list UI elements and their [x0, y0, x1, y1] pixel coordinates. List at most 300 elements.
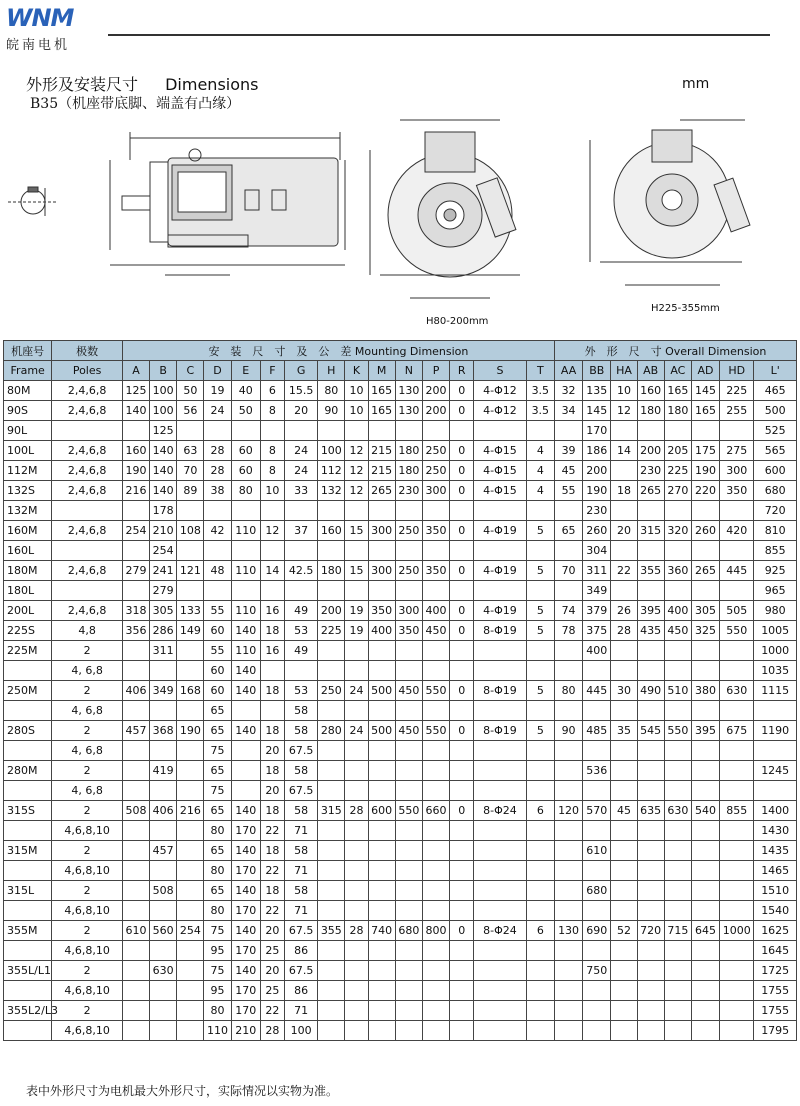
table-cell: 8-Φ19: [474, 621, 526, 641]
table-cell: 280: [318, 721, 345, 741]
table-cell: [122, 821, 149, 841]
table-cell: [177, 781, 204, 801]
table-cell: [554, 421, 582, 441]
table-cell: 132: [318, 481, 345, 501]
table-cell: [583, 1021, 611, 1041]
table-cell: 170: [231, 821, 260, 841]
table-cell: [450, 781, 474, 801]
table-cell: 0: [450, 801, 474, 821]
table-cell: [611, 901, 637, 921]
table-cell: 210: [150, 521, 177, 541]
table-cell: 400: [422, 601, 449, 621]
table-cell: 65: [204, 841, 231, 861]
table-cell: 8: [260, 461, 284, 481]
frame-cell: 160M: [4, 521, 52, 541]
table-cell: [691, 781, 719, 801]
table-cell: [395, 741, 422, 761]
table-cell: 25: [260, 981, 284, 1001]
poles-cell: [52, 421, 123, 441]
table-cell: 0: [450, 561, 474, 581]
table-cell: [450, 961, 474, 981]
table-cell: 12: [260, 521, 284, 541]
table-cell: 635: [637, 801, 664, 821]
table-cell: [554, 701, 582, 721]
table-cell: 70: [177, 461, 204, 481]
table-cell: [474, 761, 526, 781]
table-cell: [554, 661, 582, 681]
table-cell: [450, 941, 474, 961]
table-cell: 350: [395, 621, 422, 641]
table-cell: [284, 421, 317, 441]
table-cell: 356: [122, 621, 149, 641]
table-cell: [583, 661, 611, 681]
table-cell: 265: [368, 481, 395, 501]
table-cell: 855: [720, 801, 754, 821]
frame-cell: 280S: [4, 721, 52, 741]
frame-cell: 90L: [4, 421, 52, 441]
table-cell: 14: [260, 561, 284, 581]
table-cell: 168: [177, 681, 204, 701]
column-header: K: [345, 361, 368, 381]
table-cell: 490: [637, 681, 664, 701]
table-cell: [526, 661, 554, 681]
table-cell: 180: [395, 461, 422, 481]
table-cell: 1400: [754, 801, 797, 821]
table-cell: [422, 541, 449, 561]
poles-cell: 2: [52, 761, 123, 781]
table-cell: 690: [583, 921, 611, 941]
table-cell: 170: [231, 861, 260, 881]
table-cell: [664, 781, 691, 801]
table-cell: [422, 821, 449, 841]
table-cell: 28: [345, 801, 368, 821]
page-subtitle: B35（机座带底脚、端盖有凸缘）: [30, 96, 241, 112]
table-cell: 254: [122, 521, 149, 541]
table-cell: [526, 841, 554, 861]
table-cell: [318, 841, 345, 861]
table-cell: [611, 581, 637, 601]
table-cell: [554, 641, 582, 661]
table-row: [4, 861, 797, 881]
table-cell: 6: [526, 921, 554, 941]
table-cell: 275: [720, 441, 754, 461]
table-cell: [177, 661, 204, 681]
table-cell: [368, 941, 395, 961]
table-cell: [526, 941, 554, 961]
poles-cell: 2: [52, 881, 123, 901]
table-cell: [720, 701, 754, 721]
table-cell: [720, 1001, 754, 1021]
table-cell: 108: [177, 521, 204, 541]
side-view-drawing: [110, 132, 345, 275]
table-row: [4, 541, 797, 561]
table-cell: 60: [204, 681, 231, 701]
table-cell: 265: [637, 481, 664, 501]
table-row: [4, 381, 797, 401]
table-cell: [691, 741, 719, 761]
poles-cell: 2,4,6,8: [52, 381, 123, 401]
table-cell: [611, 741, 637, 761]
table-cell: [177, 841, 204, 861]
table-cell: [637, 821, 664, 841]
table-cell: [318, 421, 345, 441]
table-cell: [720, 541, 754, 561]
table-cell: 140: [150, 461, 177, 481]
table-cell: 400: [664, 601, 691, 621]
table-cell: 8: [260, 441, 284, 461]
table-cell: [122, 861, 149, 881]
table-cell: 65: [204, 721, 231, 741]
table-cell: [691, 961, 719, 981]
table-cell: 80: [554, 681, 582, 701]
table-cell: [122, 661, 149, 681]
table-cell: 215: [368, 461, 395, 481]
table-cell: [422, 501, 449, 521]
table-cell: 10: [345, 381, 368, 401]
table-row: [4, 401, 797, 421]
column-header: S: [474, 361, 526, 381]
table-cell: 540: [691, 801, 719, 821]
table-cell: [260, 501, 284, 521]
table-cell: 349: [583, 581, 611, 601]
table-cell: [664, 861, 691, 881]
table-cell: [318, 881, 345, 901]
table-cell: 260: [583, 521, 611, 541]
table-cell: [368, 641, 395, 661]
table-cell: 250: [422, 461, 449, 481]
table-cell: 20: [611, 521, 637, 541]
header-row-top: [4, 341, 797, 361]
table-cell: 1245: [754, 761, 797, 781]
dimension-table-body: [4, 381, 797, 1041]
table-cell: [554, 841, 582, 861]
table-cell: 25: [260, 941, 284, 961]
table-cell: 0: [450, 481, 474, 501]
table-cell: [368, 861, 395, 881]
table-cell: [231, 741, 260, 761]
table-cell: 20: [260, 781, 284, 801]
table-cell: [554, 901, 582, 921]
table-cell: 22: [260, 821, 284, 841]
table-cell: [368, 841, 395, 861]
poles-cell: 4,6,8,10: [52, 861, 123, 881]
poles-cell: 4, 6,8: [52, 661, 123, 681]
table-cell: [231, 421, 260, 441]
table-cell: 680: [754, 481, 797, 501]
table-cell: [691, 1021, 719, 1041]
table-cell: 279: [122, 561, 149, 581]
table-cell: 0: [450, 441, 474, 461]
table-cell: 63: [177, 441, 204, 461]
table-cell: [691, 581, 719, 601]
table-cell: [395, 661, 422, 681]
table-cell: 55: [204, 641, 231, 661]
table-cell: [231, 781, 260, 801]
table-cell: 178: [150, 501, 177, 521]
table-cell: [664, 641, 691, 661]
table-cell: [554, 761, 582, 781]
table-cell: 1430: [754, 821, 797, 841]
frame-cell: 280M: [4, 761, 52, 781]
table-cell: 20: [284, 401, 317, 421]
table-cell: [318, 701, 345, 721]
table-cell: [260, 581, 284, 601]
frame-cell: 225M: [4, 641, 52, 661]
column-header: L': [754, 361, 797, 381]
table-cell: 5: [526, 681, 554, 701]
frame-cell: [4, 701, 52, 721]
table-cell: [450, 701, 474, 721]
table-cell: [474, 701, 526, 721]
table-cell: [422, 841, 449, 861]
table-cell: [177, 861, 204, 881]
table-cell: [122, 841, 149, 861]
table-cell: 0: [450, 681, 474, 701]
table-cell: [554, 881, 582, 901]
table-cell: [422, 1021, 449, 1041]
table-cell: 60: [204, 661, 231, 681]
table-cell: 0: [450, 381, 474, 401]
poles-cell: 4,6,8,10: [52, 901, 123, 921]
table-cell: 125: [122, 381, 149, 401]
table-cell: 241: [150, 561, 177, 581]
frame-cell: 315M: [4, 841, 52, 861]
table-cell: 145: [691, 381, 719, 401]
table-cell: [177, 541, 204, 561]
table-cell: [637, 941, 664, 961]
table-cell: 300: [368, 561, 395, 581]
table-cell: 10: [260, 481, 284, 501]
table-cell: [345, 501, 368, 521]
table-cell: [231, 581, 260, 601]
table-cell: [150, 1021, 177, 1041]
table-cell: 49: [284, 601, 317, 621]
column-header: AC: [664, 361, 691, 381]
table-cell: 1035: [754, 661, 797, 681]
table-cell: 74: [554, 601, 582, 621]
poles-cell: [52, 581, 123, 601]
table-cell: [345, 541, 368, 561]
table-cell: 6: [526, 801, 554, 821]
frame-cell: 132M: [4, 501, 52, 521]
table-cell: [691, 661, 719, 681]
table-cell: [754, 701, 797, 721]
table-cell: [720, 661, 754, 681]
table-cell: 60: [204, 621, 231, 641]
table-cell: 160: [637, 381, 664, 401]
table-cell: [474, 421, 526, 441]
table-cell: [177, 981, 204, 1001]
table-row: [4, 481, 797, 501]
table-cell: 630: [720, 681, 754, 701]
table-cell: 265: [691, 561, 719, 581]
poles-cell: 2,4,6,8: [52, 561, 123, 581]
table-cell: 305: [691, 601, 719, 621]
table-cell: [150, 861, 177, 881]
table-cell: 1755: [754, 981, 797, 1001]
table-cell: [150, 701, 177, 721]
table-cell: 75: [204, 961, 231, 981]
table-row: [4, 461, 797, 481]
table-cell: 53: [284, 621, 317, 641]
table-cell: [318, 981, 345, 1001]
table-cell: 19: [345, 621, 368, 641]
table-cell: 190: [583, 481, 611, 501]
table-cell: [260, 701, 284, 721]
table-cell: [720, 761, 754, 781]
table-cell: 349: [150, 681, 177, 701]
table-cell: [395, 501, 422, 521]
table-cell: 58: [284, 801, 317, 821]
table-cell: 740: [368, 921, 395, 941]
table-cell: [395, 581, 422, 601]
table-cell: 39: [554, 441, 582, 461]
table-cell: [122, 741, 149, 761]
table-cell: [395, 821, 422, 841]
table-cell: [526, 901, 554, 921]
table-cell: 58: [284, 761, 317, 781]
header-row-columns: [4, 361, 797, 381]
table-cell: [450, 541, 474, 561]
table-cell: [284, 581, 317, 601]
poles-cell: 4,6,8,10: [52, 981, 123, 1001]
table-cell: 170: [583, 421, 611, 441]
table-cell: [177, 1001, 204, 1021]
table-cell: [583, 781, 611, 801]
table-cell: [691, 841, 719, 861]
table-cell: [664, 1021, 691, 1041]
table-cell: 300: [368, 521, 395, 541]
table-cell: [231, 701, 260, 721]
column-header: H: [318, 361, 345, 381]
table-cell: 1005: [754, 621, 797, 641]
table-cell: [318, 821, 345, 841]
table-cell: 350: [422, 561, 449, 581]
table-cell: 50: [177, 381, 204, 401]
table-cell: 630: [150, 961, 177, 981]
frame-cell: [4, 1021, 52, 1041]
table-cell: [637, 701, 664, 721]
table-cell: 24: [284, 441, 317, 461]
table-cell: 80: [204, 861, 231, 881]
table-cell: 65: [204, 801, 231, 821]
table-cell: 315: [637, 521, 664, 541]
table-cell: 86: [284, 941, 317, 961]
table-cell: [368, 821, 395, 841]
table-cell: [177, 421, 204, 441]
table-cell: 19: [345, 601, 368, 621]
table-cell: [395, 421, 422, 441]
column-header: R: [450, 361, 474, 381]
table-cell: 10: [611, 381, 637, 401]
table-cell: [720, 901, 754, 921]
table-cell: [583, 741, 611, 761]
drawing-label-small: H80-200mm: [426, 316, 489, 327]
table-cell: [122, 941, 149, 961]
poles-cell: 4,6,8,10: [52, 941, 123, 961]
table-cell: 320: [664, 521, 691, 541]
shaft-section-drawing: [8, 187, 58, 216]
table-cell: 20: [260, 741, 284, 761]
table-cell: 100: [284, 1021, 317, 1041]
table-cell: [318, 741, 345, 761]
table-cell: 500: [368, 721, 395, 741]
table-cell: [345, 701, 368, 721]
table-cell: 510: [664, 681, 691, 701]
table-cell: [450, 641, 474, 661]
table-cell: 325: [691, 621, 719, 641]
table-cell: [368, 581, 395, 601]
table-cell: [720, 941, 754, 961]
table-cell: 270: [664, 481, 691, 501]
table-cell: [318, 761, 345, 781]
table-cell: 550: [395, 801, 422, 821]
table-cell: [474, 861, 526, 881]
table-cell: 645: [691, 921, 719, 941]
table-cell: 400: [368, 621, 395, 641]
poles-cell: 2,4,6,8: [52, 461, 123, 481]
footnote: 表中外形尺寸为电机最大外形尺寸，实际情况以实物为准。: [26, 1084, 339, 1098]
table-cell: [345, 841, 368, 861]
table-cell: [611, 1021, 637, 1041]
table-cell: 18: [611, 481, 637, 501]
table-cell: 200: [318, 601, 345, 621]
table-cell: 1435: [754, 841, 797, 861]
table-cell: 56: [177, 401, 204, 421]
table-cell: 450: [395, 721, 422, 741]
table-cell: [318, 661, 345, 681]
frame-cell: [4, 821, 52, 841]
table-cell: [345, 901, 368, 921]
table-cell: [720, 581, 754, 601]
table-cell: [720, 841, 754, 861]
column-header: E: [231, 361, 260, 381]
frame-cell: 180M: [4, 561, 52, 581]
table-cell: [611, 961, 637, 981]
table-cell: [318, 581, 345, 601]
table-cell: [554, 961, 582, 981]
table-cell: [554, 501, 582, 521]
table-cell: 1725: [754, 961, 797, 981]
table-cell: 1540: [754, 901, 797, 921]
table-cell: 135: [583, 381, 611, 401]
table-cell: 350: [368, 601, 395, 621]
poles-cell: 2: [52, 641, 123, 661]
table-cell: 1000: [720, 921, 754, 941]
table-cell: 1190: [754, 721, 797, 741]
poles-cell: 2,4,6,8: [52, 601, 123, 621]
table-cell: 65: [554, 521, 582, 541]
table-cell: 67.5: [284, 741, 317, 761]
table-cell: [664, 421, 691, 441]
table-row: [4, 921, 797, 941]
table-cell: [720, 981, 754, 1001]
table-cell: 70: [554, 561, 582, 581]
table-cell: 5: [526, 601, 554, 621]
table-cell: [526, 701, 554, 721]
table-cell: [450, 741, 474, 761]
table-cell: 550: [422, 681, 449, 701]
table-cell: [177, 901, 204, 921]
table-cell: 210: [231, 1021, 260, 1041]
table-cell: [231, 541, 260, 561]
table-cell: 22: [611, 561, 637, 581]
frame-cell: 180L: [4, 581, 52, 601]
table-cell: [526, 541, 554, 561]
table-cell: 71: [284, 1001, 317, 1021]
table-cell: [122, 761, 149, 781]
table-cell: [204, 421, 231, 441]
